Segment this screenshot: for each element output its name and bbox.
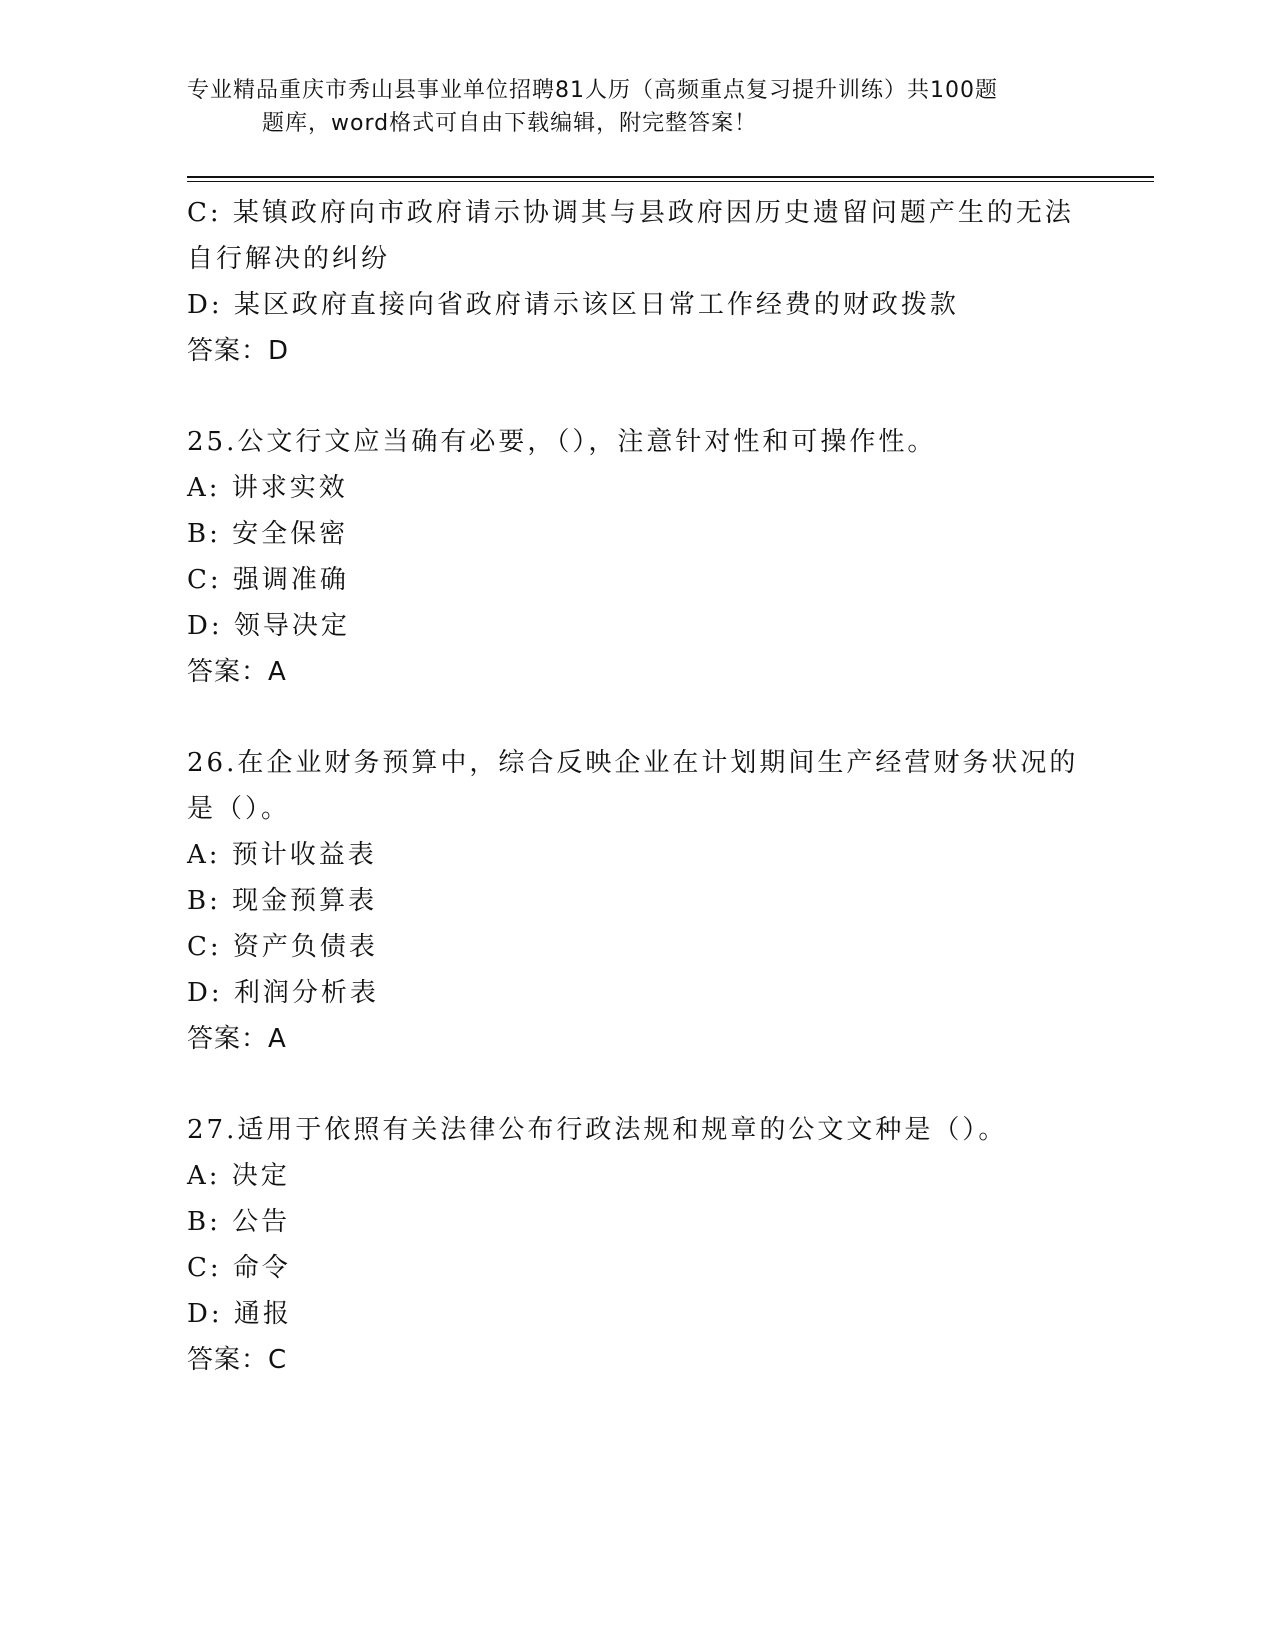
option-a: A: 决定 bbox=[187, 1161, 290, 1191]
question-text: 26.在企业财务预算中，综合反映企业在计划期间生产经营财务状况的 bbox=[187, 748, 1079, 778]
answer: 答案：D bbox=[187, 336, 290, 366]
answer: 答案：C bbox=[187, 1345, 288, 1375]
option-d: D: 某区政府直接向省政府请示该区日常工作经费的财政拨款 bbox=[187, 290, 959, 320]
question-26 bbox=[187, 740, 1087, 1062]
answer: 答案：A bbox=[187, 657, 287, 687]
question-text-continued: 是（）。 bbox=[187, 794, 291, 824]
question-25 bbox=[187, 419, 1087, 695]
spacer bbox=[187, 374, 1087, 419]
answer: 答案：A bbox=[187, 1024, 287, 1054]
header-rule-thin bbox=[187, 181, 1154, 182]
header-title-line1: 专业精品重庆市秀山县事业单位招聘81人历（高频重点复习提升训练）共100题 bbox=[187, 78, 998, 103]
option-d: D: 领导决定 bbox=[187, 611, 350, 641]
question-27 bbox=[187, 1107, 1087, 1383]
option-c: C: 命令 bbox=[187, 1253, 291, 1283]
option-a: A: 预计收益表 bbox=[187, 840, 377, 870]
question-24-tail bbox=[187, 190, 1087, 374]
question-text: 25.公文行文应当确有必要，（），注意针对性和可操作性。 bbox=[187, 427, 937, 457]
document-body bbox=[187, 190, 1087, 1383]
option-c: C: 某镇政府向市政府请示协调其与县政府因历史遗留问题产生的无法 bbox=[187, 198, 1074, 228]
option-d: D: 利润分析表 bbox=[187, 978, 379, 1008]
option-a: A: 讲求实效 bbox=[187, 473, 348, 503]
option-d: D: 通报 bbox=[187, 1299, 292, 1329]
option-c: C: 资产负债表 bbox=[187, 932, 378, 962]
option-b: B: 安全保密 bbox=[187, 519, 349, 549]
option-c: C: 强调准确 bbox=[187, 565, 349, 595]
spacer bbox=[187, 1062, 1087, 1107]
option-c-continued: 自行解决的纠纷 bbox=[187, 244, 391, 274]
option-b: B: 公告 bbox=[187, 1207, 291, 1237]
header-title-line2: 题库，word格式可自由下载编辑，附完整答案！ bbox=[262, 111, 758, 136]
question-text: 27.适用于依照有关法律公布行政法规和规章的公文文种是（）。 bbox=[187, 1115, 1008, 1145]
spacer bbox=[187, 695, 1087, 740]
header-rule-thick bbox=[187, 176, 1154, 178]
option-b: B: 现金预算表 bbox=[187, 886, 378, 916]
document-header bbox=[187, 74, 1087, 140]
